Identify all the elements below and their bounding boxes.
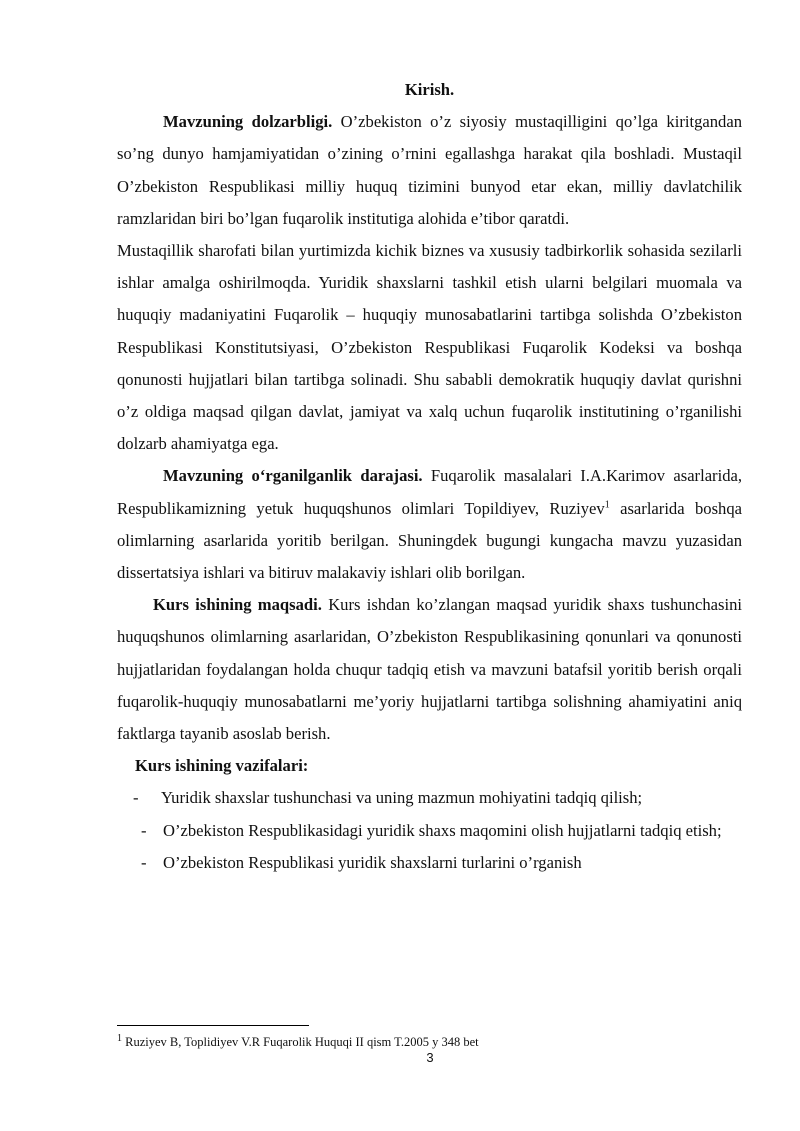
paragraph-text: Fuqarolik masalalari I.A.Karimov asarlarida, Respublikamizning yetuk huquqshunos olimlari Topildiyev, Ruziyev xyxy=(117,466,743,518)
paragraph-text: Kurs ishdan ko’zlangan maqsad yuridik shaxs tushunchasini huquqshunos olimlarning asarlaridan, O’zbekiston Respublikasining qonunlari va qonunosti hujjatlaridan foydalangan holda chuqur tadqiq etish va mavzuni batafsil yoritib berish orqali fuqarolik-huquqiy munosabatlarni me’yoriy hujjatlarni tartibga solishning ahamiyatini aniq faktlarga tayanib asoslab berish. xyxy=(117,595,742,744)
list-item xyxy=(117,847,742,879)
page-title: Kirish. xyxy=(404,80,455,99)
list-dash: - xyxy=(141,820,147,840)
tasks-list xyxy=(117,782,742,879)
paragraph-heading-research-degree: Mavzuning o‘rganilganlik darajasi. xyxy=(163,466,423,486)
footnote-separator xyxy=(117,1025,309,1026)
list-item xyxy=(117,815,742,847)
list-item-text: O’zbekiston Respublikasi yuridik shaxslarni turlarini o’rganish xyxy=(163,852,582,872)
list-dash: - xyxy=(141,852,147,872)
document-body xyxy=(117,74,742,879)
paragraph-relevance xyxy=(117,106,742,235)
footnote-text: Ruziyev B, Toplidiyev V.R Fuqarolik Huquqi II qism T.2005 y 348 bet xyxy=(122,1035,479,1049)
paragraph-heading-goal: Kurs ishining maqsadi. xyxy=(153,595,322,615)
list-item-text: O’zbekiston Respublikasidagi yuridik shaxs maqomini olish hujjatlarni tadqiq etish; xyxy=(163,820,722,840)
footnote-reference: 1 xyxy=(604,499,610,511)
list-item-text: Yuridik shaxslar tushunchasi va uning mazmun mohiyatini tadqiq qilish; xyxy=(161,788,643,808)
tasks-heading-text: Kurs ishining vazifalari: xyxy=(135,756,309,776)
paragraph-heading-relevance: Mavzuning dolzarbligi. xyxy=(163,112,333,132)
paragraph-text: asarlarida boshqa olimlarning asarlarida yoritib berilgan. Shuningdek bugungi kungacha mavzu yuzasidan dissertatsiya ishlari va bitiruv malakaviy ishlari olib borilgan. xyxy=(117,498,742,583)
footnote xyxy=(117,1034,479,1050)
paragraph-goal xyxy=(117,589,742,750)
footnote-mark: 1 xyxy=(117,1032,122,1044)
paragraph-research-degree xyxy=(117,460,742,589)
list-dash: - xyxy=(133,788,139,808)
tasks-heading xyxy=(135,750,742,782)
paragraph-text: O’zbekiston o’z siyosiy mustaqilligini qo’lga kiritgandan so’ng dunyo hamjamiyatidan o’zining o’rnini egallashga harakat qila boshladi. Mustaqil O’zbekiston Respublikasi milliy huquq tizimini bunyod etar ekan, milliy davlatchilik ramzlaridan biri bo’lgan fuqarolik institutiga alohida e’tibor qaratdi. xyxy=(117,112,742,228)
page-number: 3 xyxy=(426,1050,434,1065)
list-item xyxy=(117,782,742,814)
paragraph-independence: Mustaqillik sharofati bilan yurtimizda kichik biznes va xususiy tadbirkorlik sohasida sezilarli ishlar amalga oshirilmoqda. Yuridik shaxslarni tashkil etish ularni belgilari muomala va huquqiy madaniyatini Fuqarolik – huquqiy munosabatlarini tartibga solishda O’zbekiston Respublikasi Konstitutsiyasi, O’zbekiston Respublikasi Fuqarolik Kodeksi va boshqa qonunosti hujjatlari bilan tartibga solinadi. Shu sababli demokratik huquqiy davlat qurishni o’z oldiga maqsad qilgan davlat, jamiyat va xalq uchun fuqarolik institutining o’rganilishi dolzarb ahamiyatga ega. xyxy=(117,241,742,454)
